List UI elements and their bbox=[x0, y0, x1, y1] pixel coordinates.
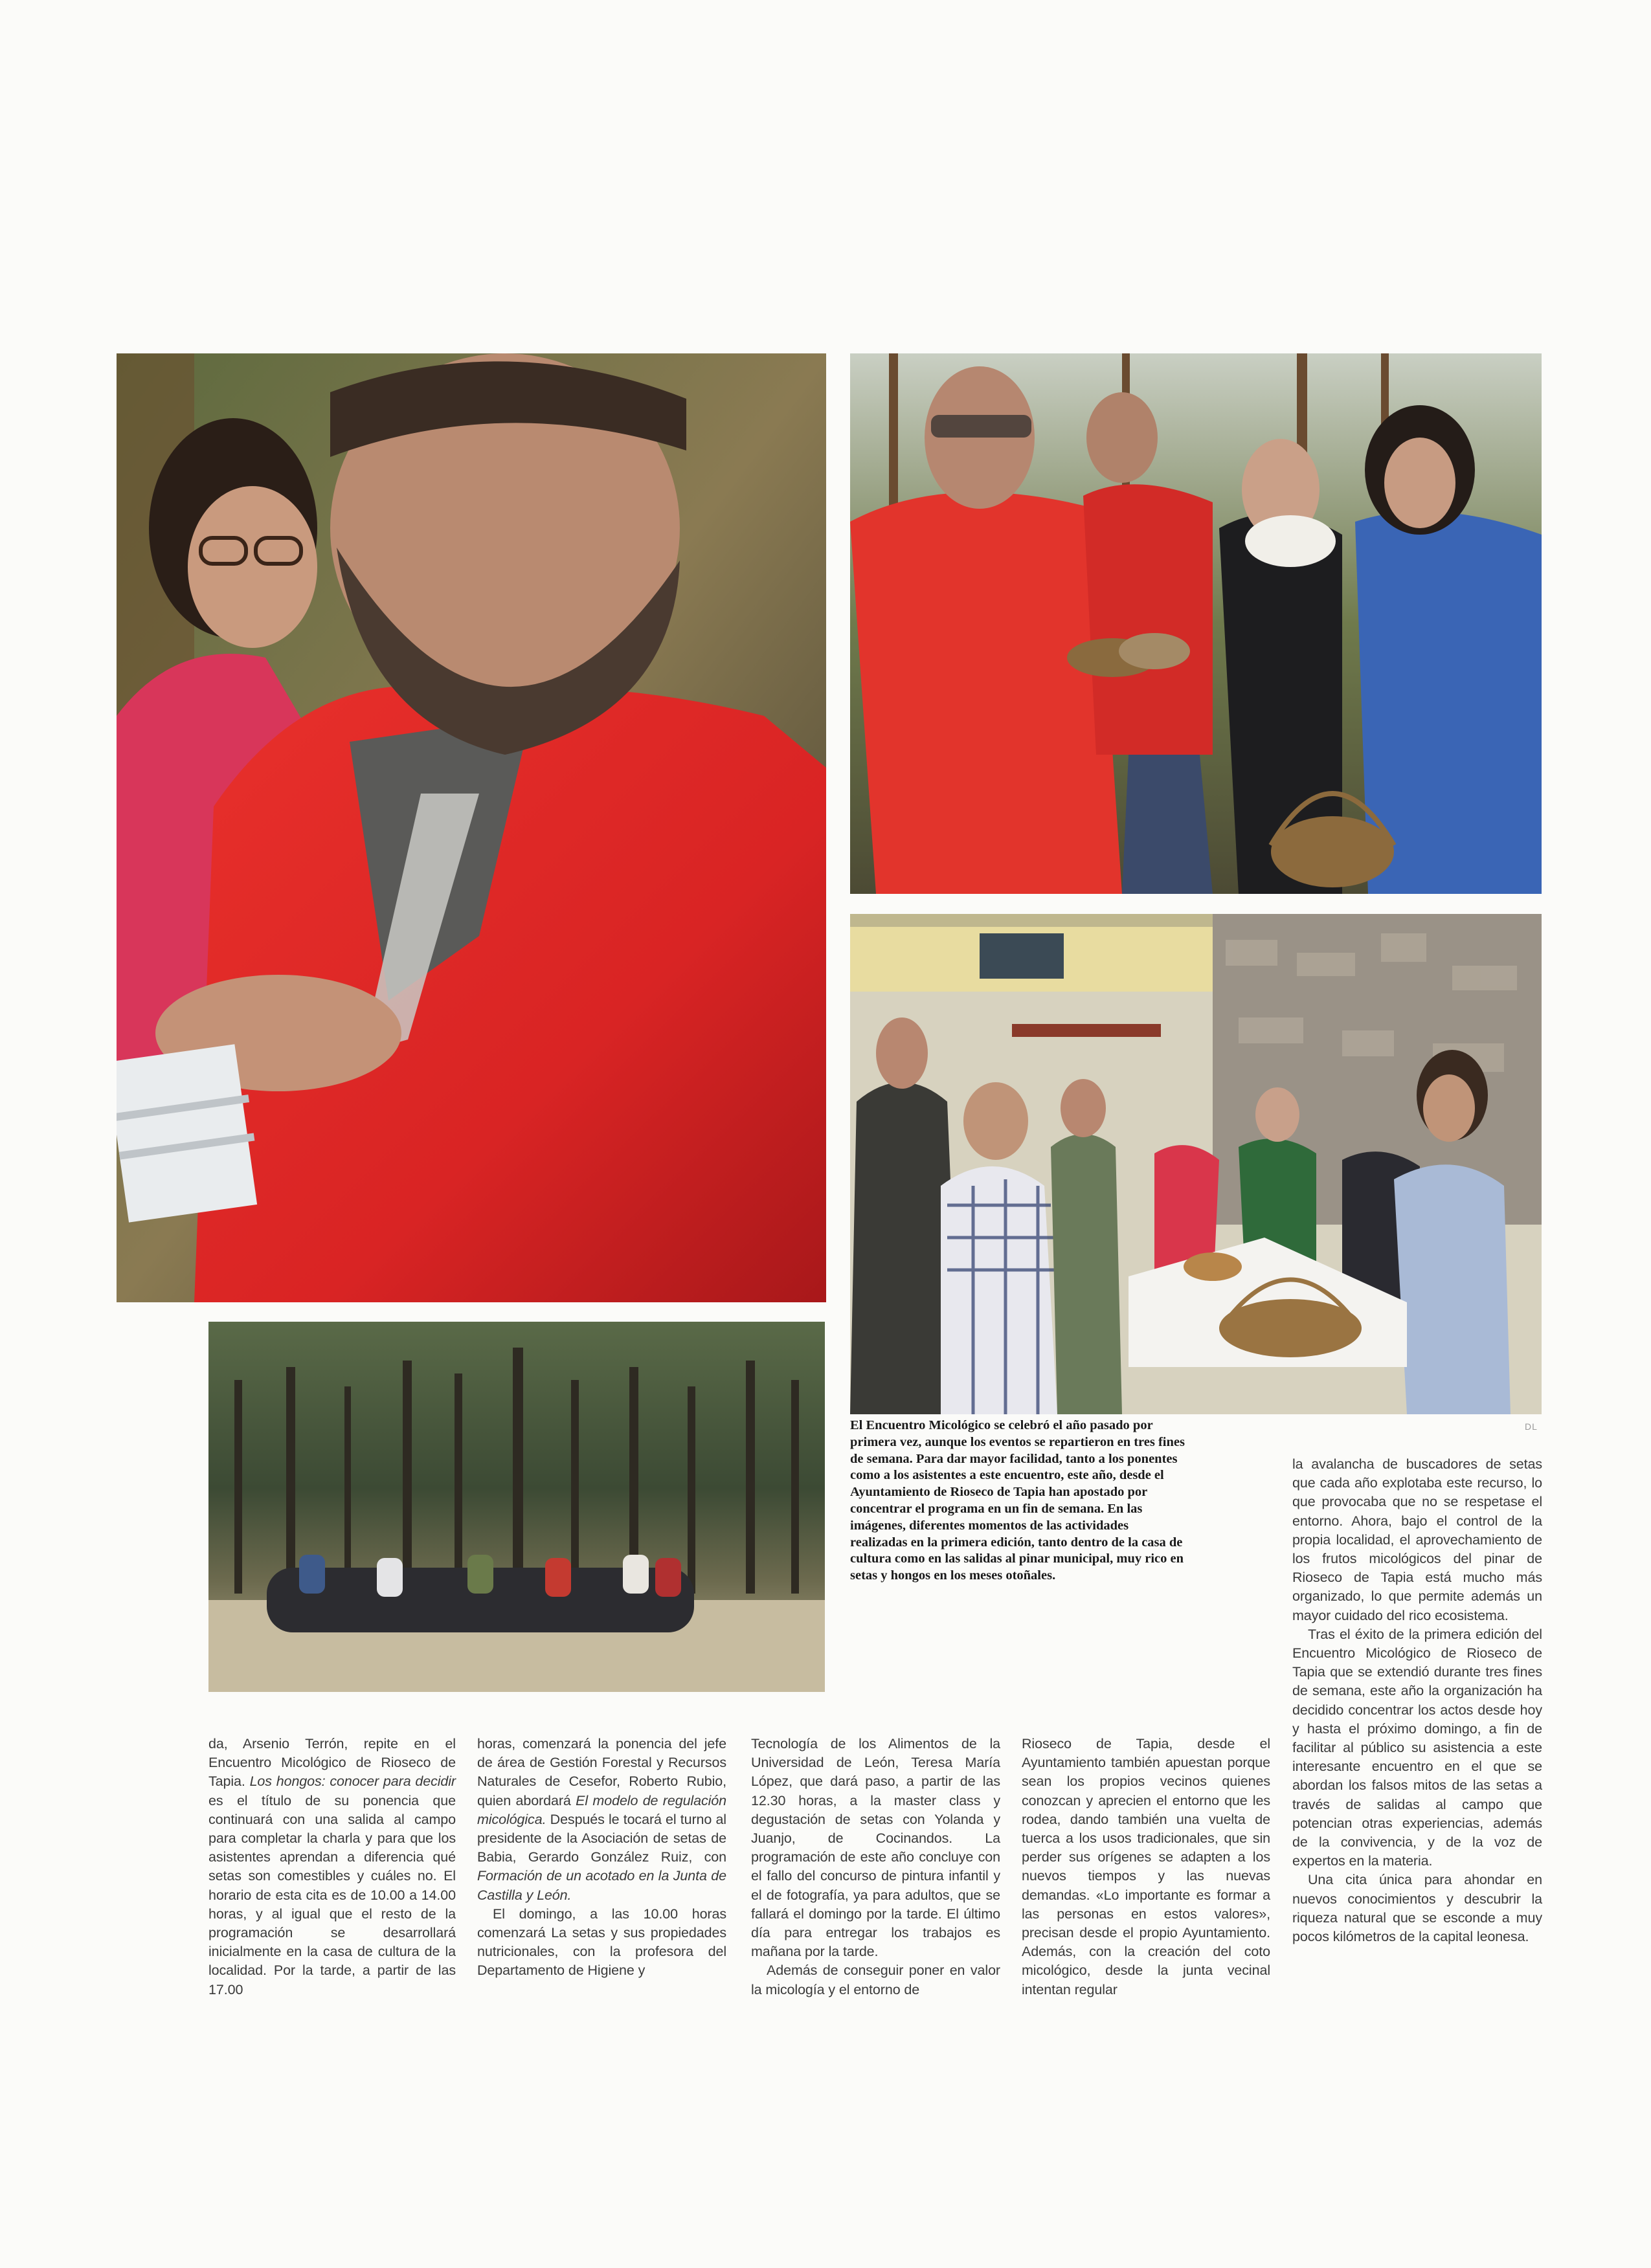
paragraph: Además de conseguir poner en valor la micología y el entorno de bbox=[751, 1962, 1000, 1997]
text-run: es el título de su ponencia que continuará con una salida al campo para completar la charla y para que los asistentes aprendan a diferencia qué setas son comestibles y cuáles no. El horario de esta cita es de 10.00 a 14.00 horas, y al igual que el resto de la programación se desarrollará inicialmente en la casa de cultura de la localidad. Por la tarde, a partir de las 17.00 bbox=[208, 1792, 456, 1997]
article-column-5 bbox=[1292, 1455, 1542, 1946]
text-run: Después le tocará el turno al presidente de la Asociación de setas de Babia, Gerardo González Ruiz, con bbox=[477, 1811, 726, 1865]
talk-title: Los hongos: conocer para decidir bbox=[249, 1773, 456, 1790]
paragraph bbox=[477, 1735, 726, 1905]
paragraph: Tras el éxito de la primera edición del Encuentro Micológico de Rioseco de Tapia que se extendió durante tres fines de semana, este año la organización ha decidido concentrar los actos desde hoy y hasta el próximo domingo, a fin de facilitar al público su asistencia a este interesante encuentro en el que se abordan los falsos mitos de las setas a través de salidas al campo que potencian otras experiencias, además de la convivencia, y de la voz de expertos en la materia. bbox=[1292, 1626, 1542, 1869]
photo-group-forest-mushrooms bbox=[850, 353, 1542, 894]
article-column-4 bbox=[1022, 1735, 1270, 1999]
text-run: da, Arsenio Terrón, repite en el Encuentro Micológico de Rioseco de Tapia. bbox=[208, 1736, 456, 1790]
photo-mushroom-table-stone-building bbox=[850, 914, 1542, 1414]
text-run: horas, comenzará la ponencia del jefe de área de Gestión Forestal y Recursos Naturales de Cesefor, Roberto Rubio, quien abordará bbox=[477, 1736, 726, 1808]
paragraph bbox=[208, 1735, 456, 1999]
paragraph: Tecnología de los Alimentos de la Universidad de León, Teresa María López, que dará paso, a partir de las 12.30 horas, a la master class y degustación de setas con Yolanda y Juanjo, de Cocinandos. La programación de este año concluye con el fallo del concurso de pintura infantil y el de fotografía, ya para adultos, que se fallará el domingo por la tarde. El último día para entregar los trabajos es mañana por la tarde. bbox=[751, 1736, 1000, 1960]
article-column-2 bbox=[477, 1735, 726, 1981]
paragraph: Una cita única para ahondar en nuevos conocimientos y descubrir la riqueza natural que se esconde a muy pocos kilómetros de la capital leonesa. bbox=[1292, 1872, 1542, 1945]
photo-man-red-jacket-writing bbox=[117, 353, 826, 1302]
article-column-3 bbox=[751, 1735, 1000, 1999]
paragraph: Rioseco de Tapia, desde el Ayuntamiento también apuestan porque sean los propios vecinos quienes conozcan y aprecien el entorno que les rodea, dando también una vuelta de tuerca a los usos tradicionales, que sin perder sus orígenes se adapten a los nuevos tiempos y las nuevas demandas. «Lo importante es formar a las personas en estos valores», precisan desde el propio Ayuntamiento. Además, con la creación del coto micológico, desde la junta vecinal intentan regular bbox=[1022, 1736, 1270, 1997]
talk-title: El modelo de regulación micológica. bbox=[477, 1792, 726, 1827]
paragraph: la avalancha de buscadores de setas que cada año explotaba este recurso, lo que provocaba que no se respetase el entorno. Ahora, bajo el control de la propia localidad, el aprovechamiento de los frutos micológicos del pinar de Rioseco de Tapia está mucho más organizado, lo que permite además un mayor cuidado del rico ecosistema. bbox=[1292, 1456, 1542, 1623]
talk-title: Formación de un acotado en la Junta de Castilla y León. bbox=[477, 1868, 726, 1903]
paragraph: El domingo, a las 10.00 horas comenzará La setas y sus propiedades nutricionales, con la profesora del Departamento de Higiene y bbox=[477, 1906, 726, 1979]
photo-credit: DL bbox=[1525, 1421, 1538, 1432]
article-column-1 bbox=[208, 1735, 456, 1999]
photo-group-pine-forest bbox=[208, 1322, 825, 1692]
photo-caption: El Encuentro Micológico se celebró el año pasado por primera vez, aunque los eventos se repartieron en tres fines de semana. Para dar mayor facilidad, tanto a los ponentes como a los asistentes a este encuentro, este año, desde el Ayuntamiento de Rioseco de Tapia han apostado por concentrar el programa en un fin de semana. En las imágenes, diferentes momentos de las actividades realizadas en la primera edición, tanto dentro de la casa de cultura como en las salidas al pinar municipal, muy rico en setas y hongos en los meses otoñales. bbox=[850, 1418, 1185, 1583]
